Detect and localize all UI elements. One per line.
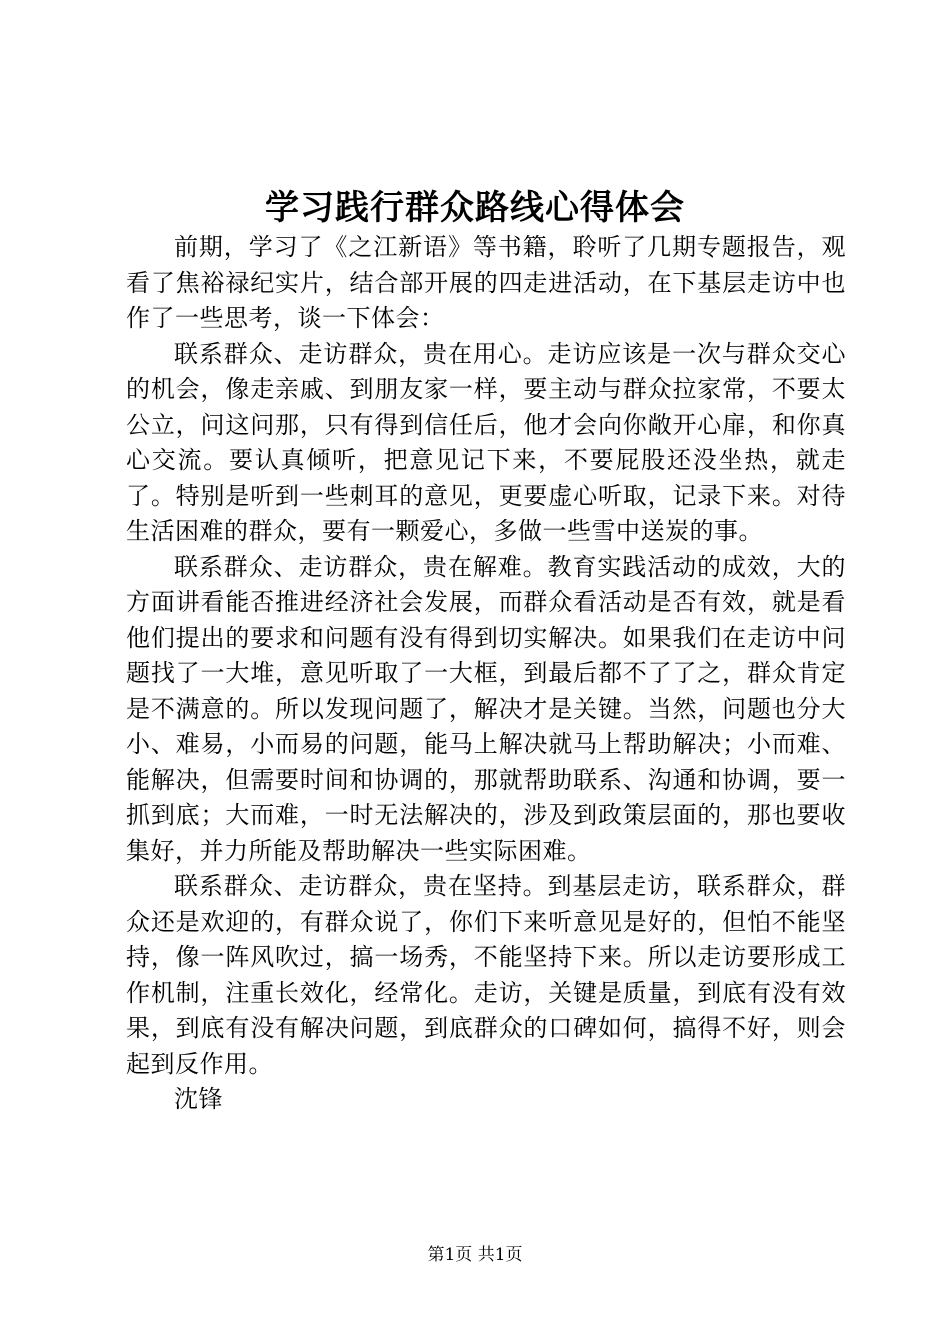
paragraph-attentiveness: 联系群众、走访群众，贵在用心。走访应该是一次与群众交心的机会，像走亲戚、到朋友家一样，要主动与群众拉家常，不要太公立，问这问那，只有得到信任后，他才会向你敞开心扉，和你真心交流。要认真倾听，把意见记下来，不要屁股还没坐热，就走了。特别是听到一些刺耳的意见，更要虚心听取，记录下来。对待生活困难的群众，要有一颗爱心，多做一些雪中送炭的事。 xyxy=(126,339,846,545)
document-body xyxy=(126,230,846,1118)
document-title: 学习践行群众路线心得体会 xyxy=(265,188,685,228)
paragraph-problem-solving: 联系群众、走访群众，贵在解难。教育实践活动的成效，大的方面讲看能否推进经济社会发展，而群众看活动是否有效，就是看他们提出的要求和问题有没有得到切实解决。如果我们在走访中问题找了一大堆，意见听取了一大框，到最后都不了了之，群众肯定是不满意的。所以发现问题了，解决才是关键。当然，问题也分大小、难易，小而易的问题，能马上解决就马上帮助解决；小而难、能解决，但需要时间和协调的，那就帮助联系、沟通和协调，要一抓到底；大而难，一时无法解决的，涉及到政策层面的，那也要收集好，并力所能及帮助解决一些实际困难。 xyxy=(126,552,846,865)
paragraph-intro: 前期，学习了《之江新语》等书籍，聆听了几期专题报告，观看了焦裕禄纪实片，结合部开展的四走进活动，在下基层走访中也作了一些思考，谈一下体会： xyxy=(126,233,846,332)
paragraph-persistence: 联系群众、走访群众，贵在坚持。到基层走访，联系群众，群众还是欢迎的，有群众说了，你们下来听意见是好的，但怕不能坚持，像一阵风吹过，搞一场秀，不能坚持下来。所以走访要形成工作机制，注重长效化，经常化。走访，关键是质量，到底有没有效果，到底有没有解决问题，到底群众的口碑如何，搞得不好，则会起到反作用。 xyxy=(126,872,846,1078)
page-footer: 第1页 共1页 xyxy=(427,1245,523,1265)
author-signature: 沈锋 xyxy=(174,1085,223,1113)
